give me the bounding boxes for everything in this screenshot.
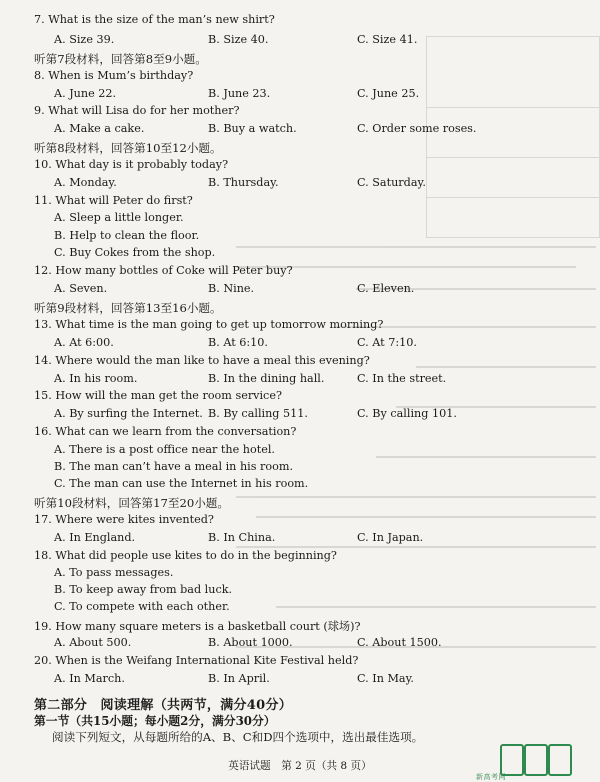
q20-option-b: B. In April. [208, 672, 270, 685]
q12-option-c: C. Eleven. [357, 282, 415, 295]
q8-option-a: A. June 22. [54, 87, 117, 100]
q19-option-b: B. About 1000. [208, 636, 293, 649]
q10-option-a: A. Monday. [54, 176, 117, 189]
q7-option-c: C. Size 41. [357, 33, 418, 46]
q19-option-c: C. About 1500. [357, 636, 442, 649]
material-8-heading: 听第8段材料，回答第10至12小题。 [34, 141, 222, 155]
watermark-logo-text: 新高考网 [476, 774, 506, 781]
question-8: 8. When is Mum’s birthday? [34, 69, 194, 82]
question-18: 18. What did people use kites to do in the beginning? [34, 549, 337, 562]
material-10-heading: 听第10段材料，回答第17至20小题。 [34, 496, 229, 510]
q8-option-c: C. June 25. [357, 87, 420, 100]
q11-option-a: A. Sleep a little longer. [54, 211, 184, 224]
q16-option-b: B. The man can’t have a meal in his room. [54, 460, 294, 473]
q17-option-b: B. In China. [208, 531, 276, 544]
q20-option-a: A. In March. [54, 672, 125, 685]
question-16: 16. What can we learn from the conversation? [34, 425, 297, 438]
q12-option-b: B. Nine. [208, 282, 255, 295]
q13-option-b: B. At 6:10. [208, 336, 268, 349]
q8-option-b: B. June 23. [208, 87, 271, 100]
q13-option-c: C. At 7:10. [357, 336, 417, 349]
question-20: 20. When is the Weifang International Kite Festival held? [34, 654, 359, 667]
question-10: 10. What day is it probably today? [34, 158, 229, 171]
q11-option-b: B. Help to clean the floor. [54, 229, 200, 242]
q15-option-b: B. By calling 511. [208, 407, 308, 420]
q14-option-c: C. In the street. [357, 372, 447, 385]
q9-option-b: B. Buy a watch. [208, 122, 297, 135]
q17-option-a: A. In England. [54, 531, 136, 544]
q14-option-a: A. In his room. [54, 372, 138, 385]
section-1-title: 第一节（共15小题；每小题2分，满分30分） [34, 714, 276, 728]
question-13: 13. What time is the man going to get up tomorrow morning? [34, 318, 384, 331]
q7-option-b: B. Size 40. [208, 33, 269, 46]
q10-option-b: B. Thursday. [208, 176, 279, 189]
q12-option-a: A. Seven. [54, 282, 108, 295]
q16-option-a: A. There is a post office near the hotel. [54, 443, 275, 456]
q13-option-a: A. At 6:00. [54, 336, 114, 349]
part-2-title: 第二部分 阅读理解（共两节，满分40分） [34, 698, 293, 713]
question-7: 7. What is the size of the man’s new shirt? [34, 13, 275, 26]
q9-option-c: C. Order some roses. [357, 122, 477, 135]
material-7-heading: 听第7段材料，回答第8至9小题。 [34, 52, 207, 66]
watermark-logo [476, 738, 592, 780]
question-15: 15. How will the man get the room service? [34, 389, 282, 402]
q10-option-c: C. Saturday. [357, 176, 426, 189]
q15-option-a: A. By surfing the Internet. [54, 407, 203, 420]
q20-option-c: C. In May. [357, 672, 414, 685]
q17-option-c: C. In Japan. [357, 531, 424, 544]
q7-option-a: A. Size 39. [54, 33, 115, 46]
q15-option-c: C. By calling 101. [357, 407, 457, 420]
question-19: 19. How many square meters is a basketball court (球场)? [34, 620, 361, 633]
question-11: 11. What will Peter do first? [34, 194, 193, 207]
question-14: 14. Where would the man like to have a meal this evening? [34, 354, 370, 367]
question-12: 12. How many bottles of Coke will Peter buy? [34, 264, 293, 277]
page-footer: 英语试题 第 2 页（共 8 页） [228, 760, 372, 772]
q16-option-c: C. The man can use the Internet in his room. [54, 477, 309, 490]
reading-instruction: 阅读下列短文，从每题所给的A、B、C和D四个选项中，选出最佳选项。 [52, 730, 424, 744]
q18-option-c: C. To compete with each other. [54, 600, 230, 613]
q14-option-b: B. In the dining hall. [208, 372, 325, 385]
q19-option-a: A. About 500. [54, 636, 132, 649]
question-17: 17. Where were kites invented? [34, 513, 214, 526]
q11-option-c: C. Buy Cokes from the shop. [54, 246, 216, 259]
q9-option-a: A. Make a cake. [54, 122, 145, 135]
material-9-heading: 听第9段材料，回答第13至16小题。 [34, 301, 222, 315]
q18-option-a: A. To pass messages. [54, 566, 174, 579]
q18-option-b: B. To keep away from bad luck. [54, 583, 233, 596]
question-9: 9. What will Lisa do for her mother? [34, 104, 240, 117]
